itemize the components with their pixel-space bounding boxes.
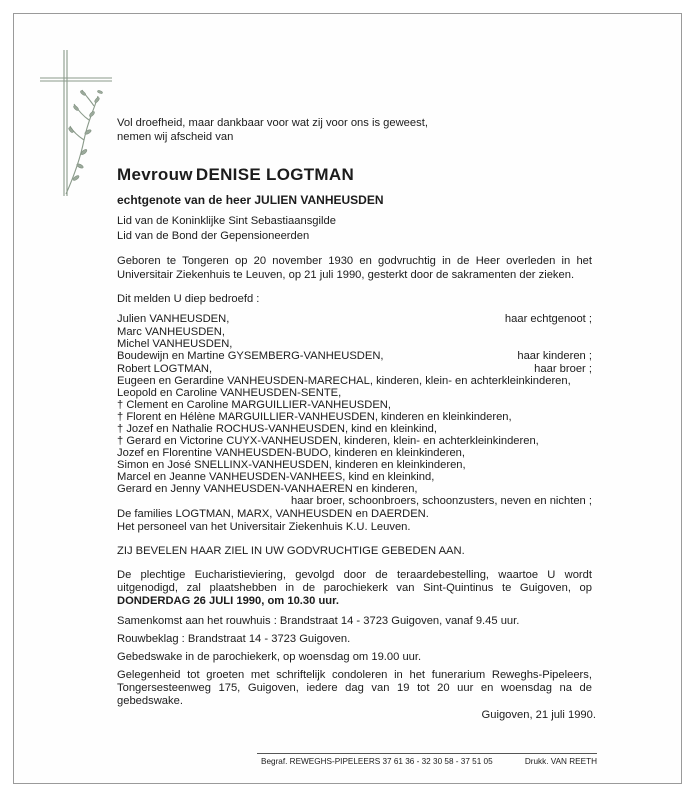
family-member: Julien VANHEUSDEN,: [117, 313, 230, 325]
printer-credit: Drukk. VAN REETH: [524, 757, 597, 766]
family-member: † Clement en Caroline MARGUILLIER-VANHEUSDEN,: [117, 399, 391, 411]
family-member: Simon en José SNELLINX-VANHEUSDEN, kinderen en kleinkinderen,: [117, 459, 466, 471]
footer: [257, 753, 597, 766]
intro-line-1: Vol droefheid, maar dankbaar voor wat zij voor ons is geweest,: [117, 117, 428, 129]
cross-with-vine-icon: [40, 48, 112, 198]
family-role: haar broer ;: [534, 363, 592, 375]
families-line: De families LOGTMAN, MARX, VANHEUSDEN en DAERDEN.: [117, 508, 429, 520]
announce-line: Dit melden U diep bedroefd :: [117, 293, 260, 305]
family-member: † Florent en Hélène MARGUILLIER-VANHEUSDEN, kinderen en kleinkinderen,: [117, 411, 512, 423]
family-member: † Jozef en Nathalie ROCHUS-VANHEUSDEN, kind en kleinkind,: [117, 423, 438, 435]
family-member: Robert LOGTMAN,: [117, 363, 213, 375]
family-member: † Gerard en Victorine CUYX-VANHEUSDEN, kinderen, klein- en achterkleinkinderen,: [117, 435, 539, 447]
intro-line-2: nemen wij afscheid van: [117, 131, 234, 143]
mass-line-1: De plechtige Eucharistieviering, gevolgd door de teraardebestelling, waartoe U wordt: [117, 569, 592, 581]
staff-line: Het personeel van het Universitair Ziekenhuis K.U. Leuven.: [117, 521, 411, 533]
family-member: Marc VANHEUSDEN,: [117, 326, 225, 338]
family-role: haar kinderen ;: [517, 350, 592, 362]
mourning-line: Rouwbeklag : Brandstraat 14 - 3723 Guigoven.: [117, 633, 351, 645]
deceased-name: DENISE LOGTMAN: [195, 165, 355, 184]
family-role: haar echtgenoot ;: [504, 313, 592, 325]
condolence-line-1: Gelegenheid tot groeten met schriftelijk condoleren in het funerarium Reweghs-Pipeleers,: [117, 669, 592, 681]
title-prefix: Mevrouw: [117, 165, 193, 184]
spouse-line: echtgenote van de heer JULIEN VANHEUSDEN: [117, 193, 384, 207]
family-member: Michel VANHEUSDEN,: [117, 338, 233, 350]
mass-date: DONDERDAG 26 JULI 1990, om 10.30 uur.: [117, 595, 339, 607]
membership-1: Lid van de Koninklijke Sint Sebastiaansgilde: [117, 215, 336, 227]
family-closing: haar broer, schoonbroers, schoonzusters, neven en nichten ;: [290, 495, 592, 507]
wake-line: Gebedswake in de parochiekerk, op woensdag om 19.00 uur.: [117, 651, 422, 663]
family-member: Marcel en Jeanne VANHEUSDEN-VANHEES, kind en kleinkind,: [117, 471, 435, 483]
mass-line-2: uitgenodigd, zal plaatshebben in de parochiekerk van Sint-Quintinus te Guigoven, op: [117, 582, 592, 594]
place-date: Guigoven, 21 juli 1990.: [481, 709, 596, 721]
family-member: Boudewijn en Martine GYSEMBERG-VANHEUSDEN,: [117, 350, 384, 362]
prayer-line: ZIJ BEVELEN HAAR ZIEL IN UW GODVRUCHTIGE GEBEDEN AAN.: [117, 545, 465, 557]
family-member: Jozef en Florentine VANHEUSDEN-BUDO, kinderen en kleinkinderen,: [117, 447, 466, 459]
undertaker-credit: Begraf. REWEGHS-PIPELEERS 37 61 36 - 32 30 58 - 37 51 05: [261, 757, 493, 766]
deceased-title: [117, 165, 355, 184]
membership-2: Lid van de Bond der Gepensioneerden: [117, 230, 310, 242]
family-member: Eugeen en Gerardine VANHEUSDEN-MARECHAL, kinderen, klein- en achterkleinkinderen,: [117, 375, 571, 387]
family-member: Gerard en Jenny VANHEUSDEN-VANHAEREN en kinderen,: [117, 483, 418, 495]
gathering-line: Samenkomst aan het rouwhuis : Brandstraat 14 - 3723 Guigoven, vanaf 9.45 uur.: [117, 615, 520, 627]
family-member: Leopold en Caroline VANHEUSDEN-SENTE,: [117, 387, 342, 399]
birth-death-line-1: Geboren te Tongeren op 20 november 1930 en godvruchtig in de Heer overleden in het: [117, 255, 592, 267]
birth-death-line-2: Universitair Ziekenhuis te Leuven, op 21 juli 1990, gesterkt door de sakramenten der zieken.: [117, 269, 575, 281]
condolence-line-2: Tongersesteenweg 175, Guigoven, iedere dag van 19 tot 20 uur en woensdag na de: [117, 682, 592, 694]
condolence-line-3: gebedswake.: [117, 695, 183, 707]
